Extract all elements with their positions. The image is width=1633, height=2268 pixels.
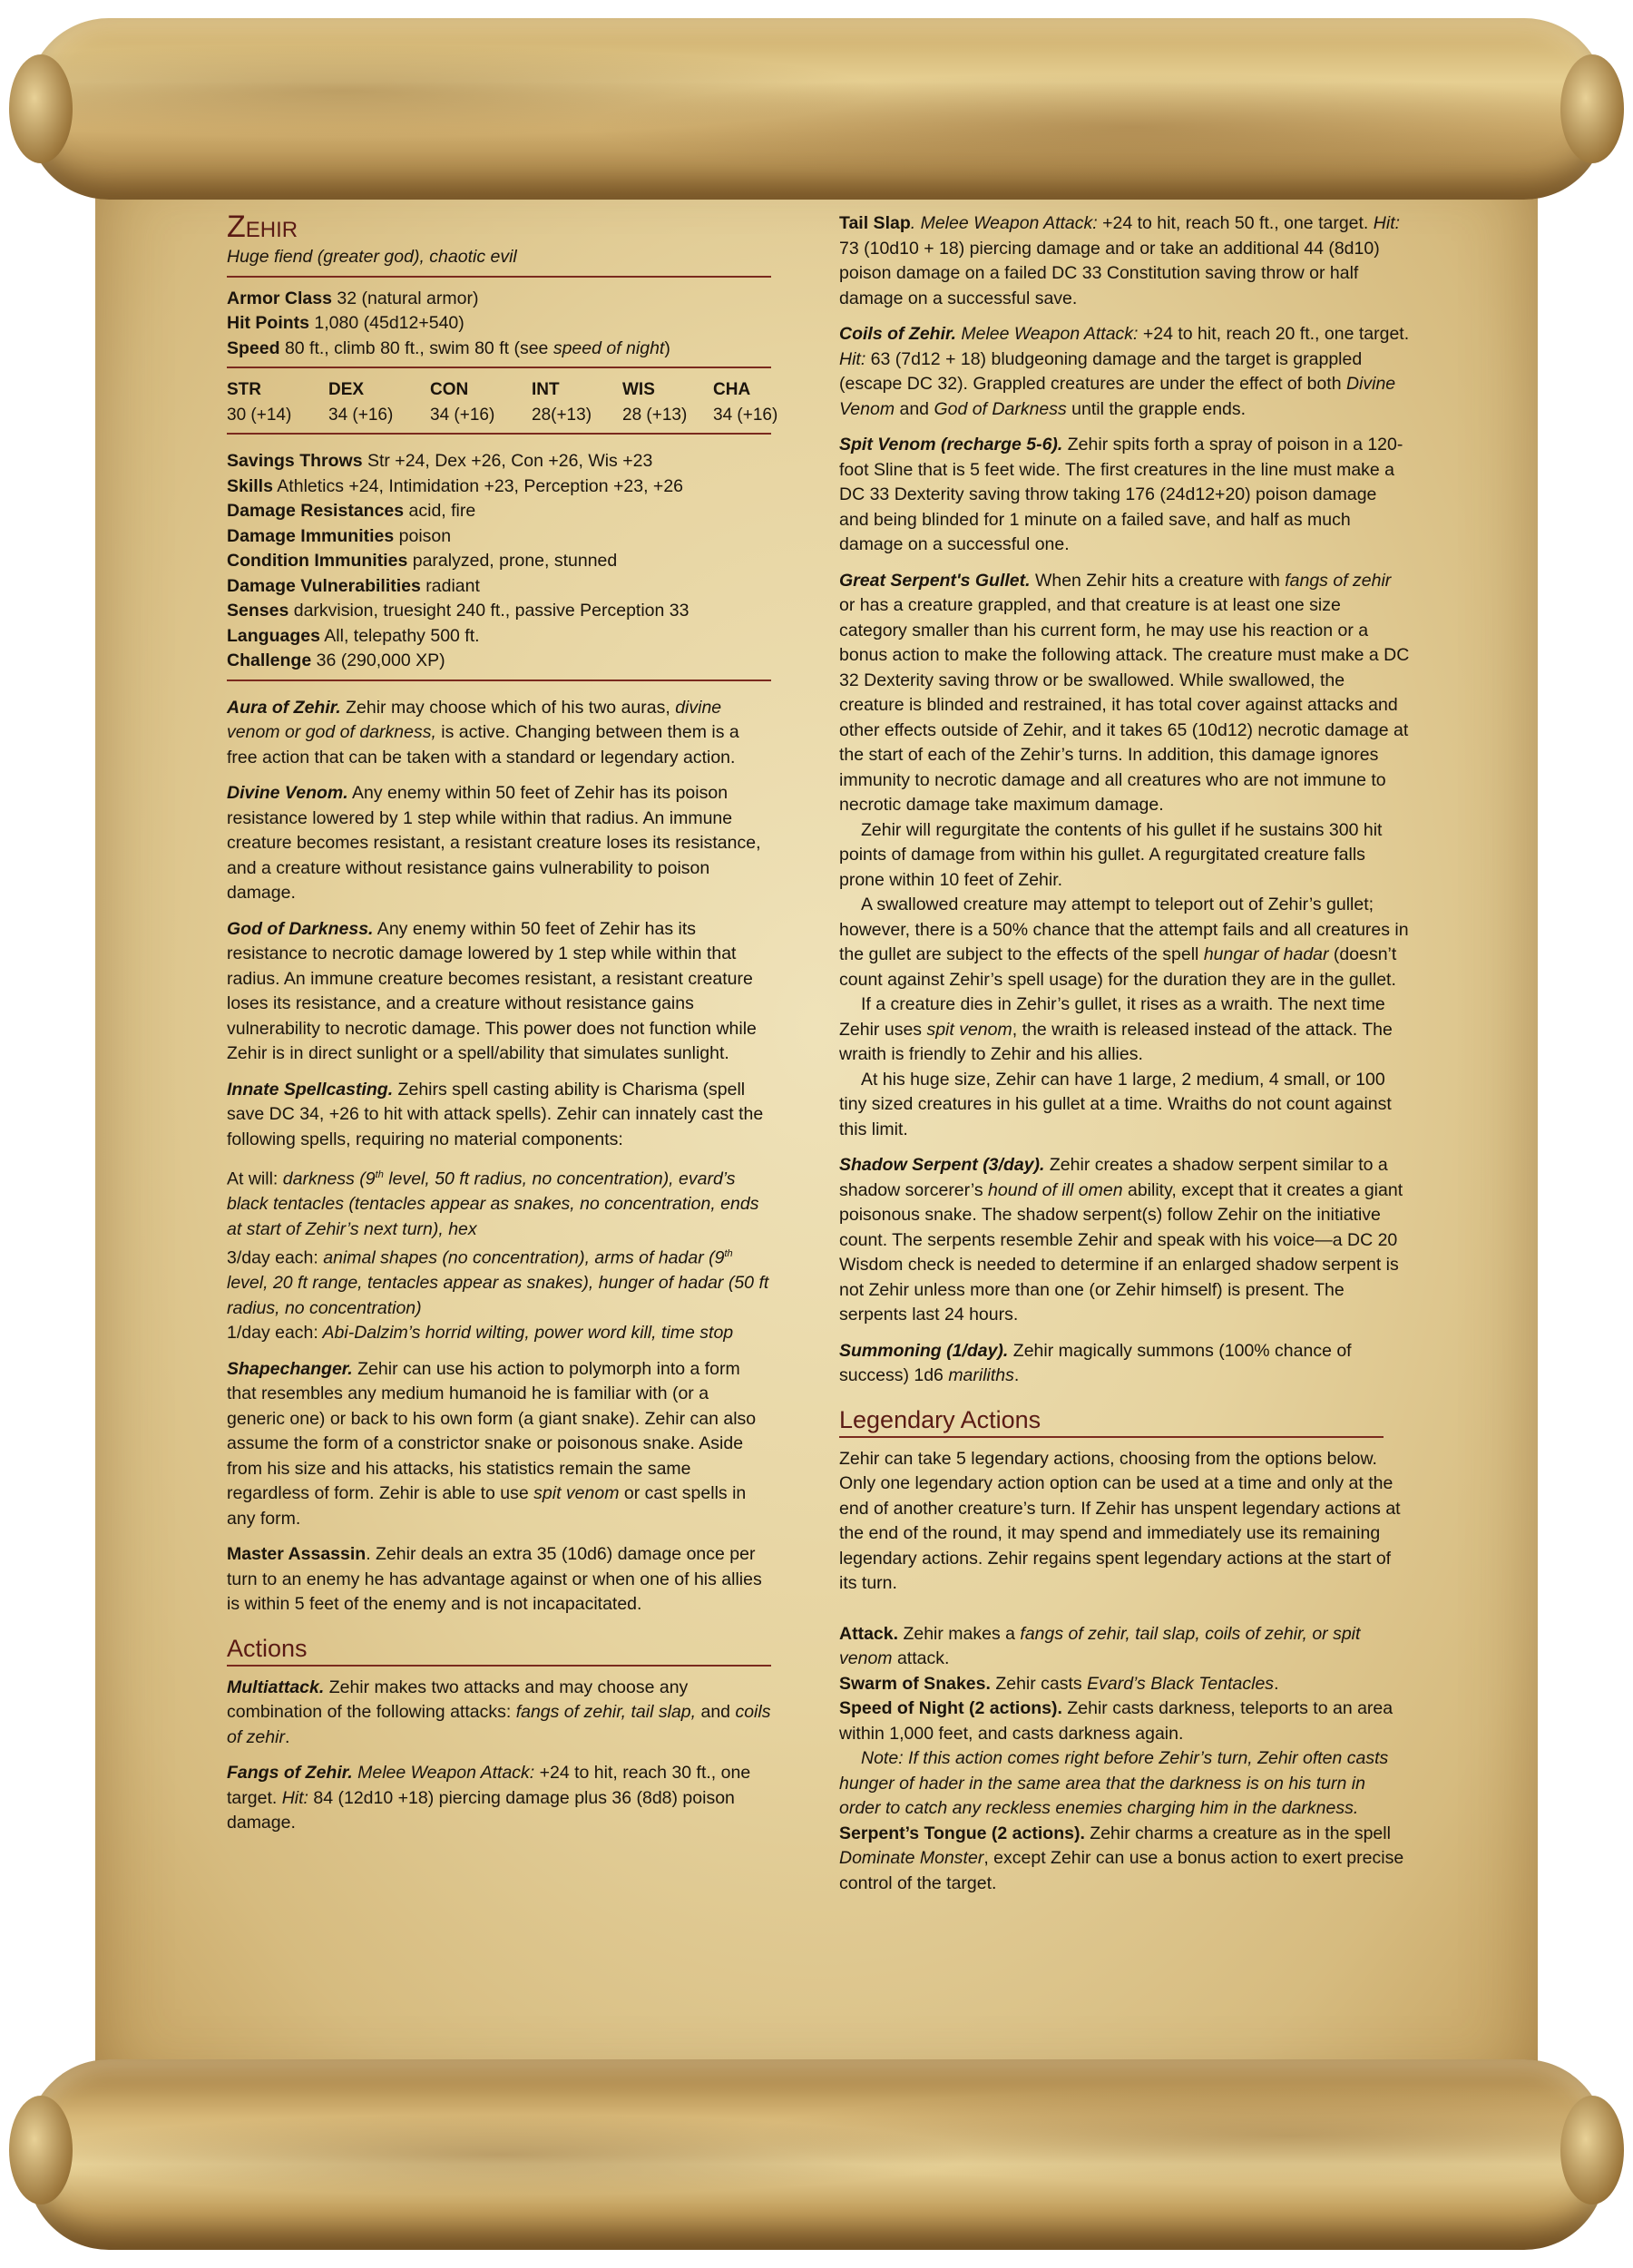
action-coils-of-zehir: Coils of Zehir. Melee Weapon Attack: +24 to hit, reach 20 ft., one target. Hit: 63 (7d12 + 18) bludgeoning damage and the target is grappled (escape DC 32). Grappled creatures are under the effect of both Divine Venom and God of Darkness until the grapple ends. (839, 324, 1410, 419)
trait-shapechanger: Shapechanger. Zehir can use his action to polymorph into a form that resembles any medium humanoid he is familiar with (or a generic one) or back to his own form (a giant snake). Zehir can also assume the form of a constrictor snake or poisonous snake. Aside from his size and his attacks, his statistics remain the same regardless of form. Zehir is able to use spit venom or cast spells in any form. (227, 1358, 757, 1529)
divider (839, 1436, 1384, 1438)
ability-name: WIS (622, 380, 655, 399)
legendary-swarm-of-snakes: Swarm of Snakes. Zehir casts Evard’s Black Tentacles. (839, 1673, 1279, 1694)
saving-throws: Savings Throws Str +24, Dex +26, Con +26, Wis +23 (227, 451, 653, 471)
scroll-roll-end-left-bottom (9, 2096, 73, 2204)
senses: Senses darkvision, truesight 240 ft., passive Perception 33 (227, 601, 689, 621)
ability-name: CON (430, 380, 469, 399)
action-summoning: Summoning (1/day). Zehir magically summons (100% chance of success) 1d6 mariliths. (839, 1340, 1352, 1385)
trait-master-assassin: Master Assassin. Zehir deals an extra 35 (10d6) damage once per turn to an enemy he has advantage against or when one of his allies is within 5 feet of the enemy and is not incapacitated. (227, 1544, 762, 1614)
legendary-intro: Zehir can take 5 legendary actions, choosing from the options below. Only one legendary action option can be used at a time and only at the end of another creature’s turn. If Zehir has unspent legendary actions at the end of the round, it may spend and immediately use its remaining legendary actions. Zehir regains spent legendary actions at the start of its turn. (839, 1448, 1401, 1593)
monster-type: Huge fiend (greater god), chaotic evil (227, 247, 517, 267)
gullet-paragraph: If a creature dies in Zehir’s gullet, it rises as a wraith. The next time Zehir uses spit venom, the wraith is released instead of the attack. The wraith is friendly to Zehir and his allies. (839, 994, 1393, 1064)
divider (227, 433, 771, 435)
armor-class: Armor Class 32 (natural armor) (227, 288, 479, 308)
ability-value: 34 (+16) (713, 405, 778, 425)
action-spit-venom: Spit Venom (recharge 5-6). Zehir spits forth a spray of poison in a 120-foot Sline that is 5 feet wide. The first creatures in the line must make a DC 33 Dexterity saving throw taking 176 (24d12+20) poison damage and being blinded for 1 minute on a failed save, and half as much damage on a successful one. (839, 435, 1403, 554)
ability-name: STR (227, 380, 261, 399)
ability-scores (227, 377, 778, 427)
monster-name: Zehir (227, 210, 298, 244)
damage-resistances: Damage Resistances acid, fire (227, 501, 476, 521)
ability-value: 30 (+14) (227, 405, 292, 425)
languages: Languages All, telepathy 500 ft. (227, 625, 480, 646)
spell-list: At will: darkness (9th level, 50 ft radius, no concentration), evard’s black tentacles (tentacles appear as snakes, no concentration, ends at start of Zehir’s next turn), hex 3/day each: animal shapes (no concentration), arms of hadar (9th level, 20 ft range, tentacles appear as snakes), hunger of hadar (50 ft radius, no concentration) 1/day each: Abi-Dalzim’s horrid wilting, power word kill, time stop (227, 1168, 769, 1343)
skills: Skills Athletics +24, Intimidation +23, Perception +23, +26 (227, 475, 684, 496)
trait-aura: Aura of Zehir. Zehir may choose which of his two auras, divine venom or god of darkness, is active. Changing between them is a free action that can be taken with a standard or legendary action. (227, 697, 739, 767)
gullet-paragraph: Zehir will regurgitate the contents of his gullet if he sustains 300 hit points of damage from within his gullet. A regurgitated creature falls prone within 10 feet of Zehir. (839, 819, 1383, 890)
legendary-note: Note: If this action comes right before Zehir’s turn, Zehir often casts hunger of hader in the same area that the darkness is on his turn in order to catch any reckless enemies charging him in the darkness. (839, 1748, 1389, 1818)
condition-immunities: Condition Immunities paralyzed, prone, stunned (227, 551, 618, 571)
legendary-speed-of-night: Speed of Night (2 actions). Zehir casts darkness, teleports to an area within 1,000 feet, and casts darkness again. (839, 1698, 1393, 1744)
legendary-attack: Attack. Zehir makes a fangs of zehir, tail slap, coils of zehir, or spit venom attack. (839, 1623, 1361, 1668)
speed: Speed 80 ft., climb 80 ft., swim 80 ft (see speed of night) (227, 337, 670, 358)
ability-name: CHA (713, 380, 751, 399)
ability-value: 28(+13) (532, 405, 592, 425)
scroll-roll-top (27, 18, 1606, 200)
scroll-roll-bottom (27, 2059, 1606, 2250)
challenge: Challenge 36 (290,000 XP) (227, 650, 445, 670)
legendary-actions-heading: Legendary Actions (839, 1405, 1041, 1433)
hit-points: Hit Points 1,080 (45d12+540) (227, 313, 464, 333)
action-tail-slap: Tail Slap. Melee Weapon Attack: +24 to hit, reach 50 ft., one target. Hit: 73 (10d10 + 18) piercing damage and or take an additional 44 (8d10) poison damage on a failed DC 33 Constitution saving throw or half damage on a successful save. (839, 213, 1401, 308)
scroll-roll-end-left-top (9, 54, 73, 163)
action-great-serpents-gullet: Great Serpent's Gullet. When Zehir hits a creature with fangs of zehir or has a creature grappled, and that creature is at least one size category smaller than his current form, he may use his reaction or a bonus action to make the following attack. The creature must make a DC 32 Dexterity saving throw or be swallowed. While swallowed, the creature is blinded and restrained, it has total cover against attacks and other effects outside of Zehir, and it takes 65 (10d12) necrotic damage at the start of each of the Zehir’s turns. In addition, this damage ignores immunity to necrotic damage and all creatures who are not immune to necrotic damage take maximum damage. (839, 570, 1410, 815)
trait-divine-venom: Divine Venom. Any enemy within 50 feet of Zehir has its poison resistance lowered by 1 step while within that radius. An immune creature becomes resistant, a resistant creature loses its resistance, and a creature without resistance gains vulnerability to poison damage. (227, 783, 761, 903)
divider (227, 367, 771, 368)
action-shadow-serpent: Shadow Serpent (3/day). Zehir creates a shadow serpent similar to a shadow sorcerer’s hound of ill omen ability, except that it creates a giant poisonous snake. The shadow serpent(s) follow Zehir on the initiative count. The serpents resemble Zehir and speak with his voice—a DC 20 Wisdom check is needed to determine if an enlarged shadow serpent is not Zehir unless more than one (or Zehir himself) is present. The serpents last 24 hours. (839, 1155, 1403, 1325)
ability-value: 34 (+16) (328, 405, 394, 425)
right-column (839, 211, 1411, 1896)
divider (227, 679, 771, 681)
ability-value: 28 (+13) (622, 405, 688, 425)
divider (227, 1665, 771, 1667)
trait-innate-spellcasting: Innate Spellcasting. Zehirs spell casting ability is Charisma (spell save DC 34, +26 to hit with attack spells). Zehir can innately cast the following spells, requiring no material components: (227, 1079, 764, 1149)
actions-heading: Actions (227, 1634, 308, 1662)
ability-value: 34 (+16) (430, 405, 495, 425)
ability-name: INT (532, 380, 560, 399)
divider (227, 276, 771, 278)
legendary-serpents-tongue: Serpent’s Tongue (2 actions). Zehir charms a creature as in the spell Dominate Monster, except Zehir can use a bonus action to exert precise control of the target. (839, 1823, 1404, 1893)
action-fangs-of-zehir: Fangs of Zehir. Melee Weapon Attack: +24 to hit, reach 30 ft., one target. Hit: 84 (12d10 +18) piercing damage plus 36 (8d8) poison damage. (227, 1763, 751, 1833)
trait-god-of-darkness: God of Darkness. Any enemy within 50 feet of Zehir has its resistance to necrotic damage lowered by 1 step while within that radius. An immune creature becomes resistant, a resistant creature loses its resistance, and a creature without resistance gains vulnerability to necrotic damage. This power does not function while Zehir is in direct sunlight or a spell/ability that simulates sunlight. (227, 918, 757, 1063)
scroll-roll-end-right-top (1560, 54, 1624, 163)
damage-immunities: Damage Immunities poison (227, 525, 452, 546)
left-column (227, 209, 778, 1847)
ability-name: DEX (328, 380, 365, 399)
gullet-paragraph: At his huge size, Zehir can have 1 large, 2 medium, 4 small, or 100 tiny sized creatures in his gullet at a time. Wraiths do not count against this limit. (839, 1069, 1392, 1139)
damage-vulnerabilities: Damage Vulnerabilities radiant (227, 575, 480, 596)
action-multiattack: Multiattack. Zehir makes two attacks and may choose any combination of the following attacks: fangs of zehir, tail slap, and coils of zehir. (227, 1677, 771, 1747)
scroll-roll-end-right-bottom (1560, 2096, 1624, 2204)
gullet-paragraph: A swallowed creature may attempt to teleport out of Zehir’s gullet; however, there is a 50% chance that the attempt fails and all creatures in the gullet are subject to the effects of the spell hungar of hadar (doesn’t count against Zehir’s spell usage) for the duration they are in the gullet. (839, 894, 1409, 990)
